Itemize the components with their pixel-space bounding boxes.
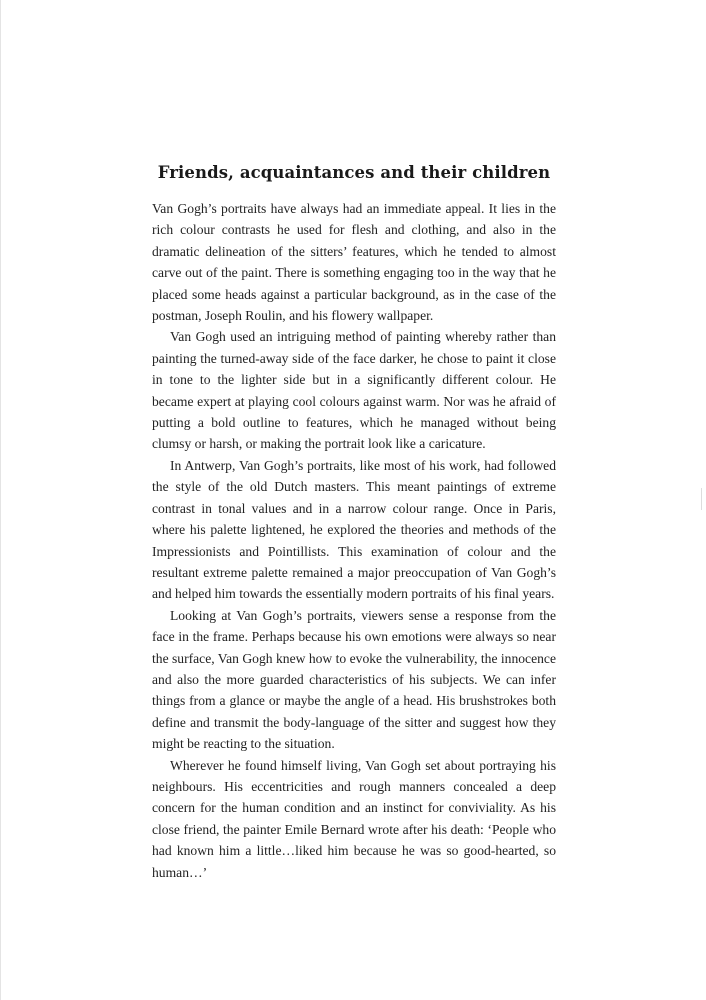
paragraph-4: Looking at Van Gogh’s portraits, viewers sense a response from the face in the frame. Perhaps because his own emotions were always so near the surface, Van Gogh knew how to evoke the vulnerability, the innocence and also the more guarded characteristics of his subjects. We can infer things from a glance or maybe the angle of a head. His brushstrokes both define and transmit the body-language of the sitter and suggest how they might be reacting to the situation. [152,607,556,752]
paragraph-1: Van Gogh’s portraits have always had an immediate appeal. It lies in the rich colour contrasts he used for flesh and clothing, and also in the dramatic delineation of the sitters’ features, which he tended to almost carve out of the paint. There is something engaging too in the way that he placed some heads against a particular background, as in the case of the postman, Joseph Roulin, and his flowery wallpaper. [152,201,556,324]
chapter-title: Friends, acquaintances and their children [157,163,551,182]
paragraph-3: In Antwerp, Van Gogh’s portraits, like most of his work, had followed the style of the old Dutch masters. This meant paintings of extreme contrast in tonal values and in a narrow colour range. Once in Paris, where his palette lightened, he explored the theories and methods of the Impressionists and Pointillists. This examination of colour and the resultant extreme palette remained a major preoccupation of Van Gogh’s and helped him towards the essentially modern portraits of his final years. [152,457,556,602]
paragraph-2: Van Gogh used an intriguing method of painting whereby rather than painting the turned-away side of the face darker, he chose to paint it close in tone to the lighter side but in a significantly different colour. He became expert at playing cool colours against warm. Nor was he afraid of putting a bold outline to features, which he managed without being clumsy or harsh, or making the portrait look like a caricature. [152,329,556,452]
paragraph-5: Wherever he found himself living, Van Gogh set about portraying his neighbours. His eccentricities and rough manners concealed a deep concern for the human condition and an instinct for conviviality. As his close friend, the painter Emile Bernard wrote after his death: ‘People who had known him a little…liked him because he was so good-hearted, so human…’ [152,757,556,880]
page-edge-mark [701,488,702,510]
body-text [152,198,556,883]
